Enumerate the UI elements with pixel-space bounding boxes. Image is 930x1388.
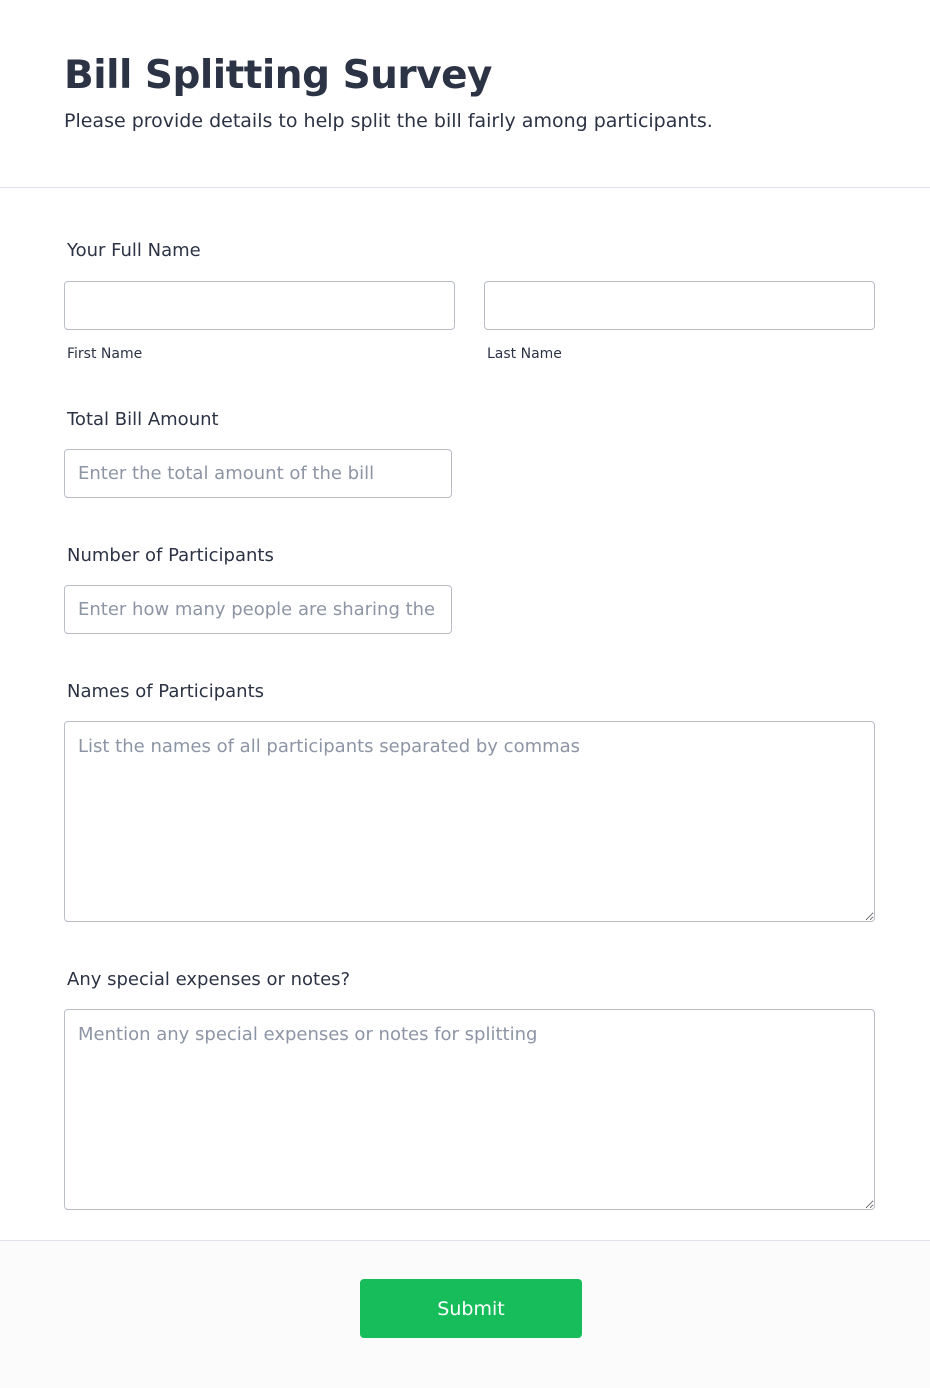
page-subtitle: Please provide details to help split the bill fairly among participants. <box>64 110 713 132</box>
participant-names-label: Names of Participants <box>67 681 265 702</box>
submit-button[interactable]: Submit <box>360 1279 582 1338</box>
form-footer <box>0 1240 930 1388</box>
page-title: Bill Splitting Survey <box>64 53 492 98</box>
first-name-input[interactable] <box>64 281 455 330</box>
notes-label: Any special expenses or notes? <box>67 969 351 990</box>
last-name-sublabel: Last Name <box>487 346 562 362</box>
participants-count-input[interactable] <box>64 585 452 634</box>
first-name-sublabel: First Name <box>67 346 143 362</box>
form-header <box>0 0 930 188</box>
form-body <box>0 188 930 1240</box>
notes-textarea[interactable] <box>64 1009 875 1210</box>
total-bill-label: Total Bill Amount <box>67 409 219 430</box>
participant-names-textarea[interactable] <box>64 721 875 922</box>
total-bill-input[interactable] <box>64 449 452 498</box>
last-name-input[interactable] <box>484 281 875 330</box>
participants-count-label: Number of Participants <box>67 545 274 566</box>
full-name-label: Your Full Name <box>67 240 201 261</box>
